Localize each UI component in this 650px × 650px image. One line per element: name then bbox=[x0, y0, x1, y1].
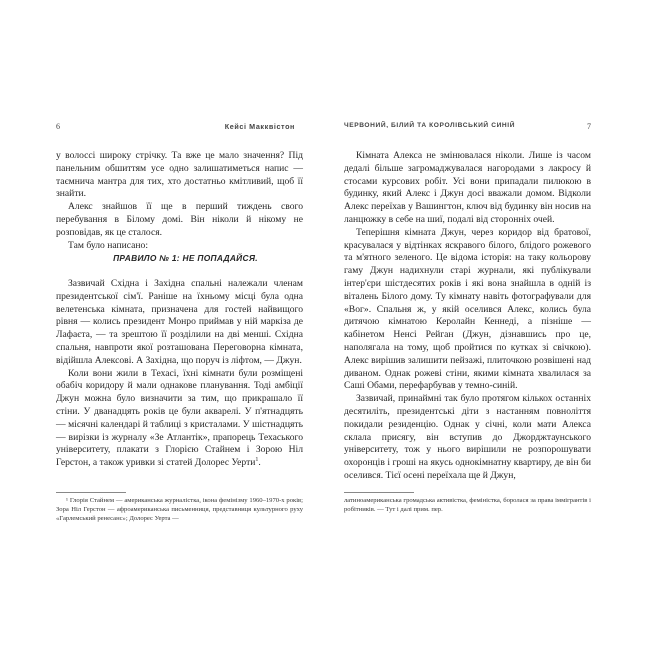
footnote-marker: 1 bbox=[255, 456, 259, 463]
paragraph: Коли вони жили в Техасі, їхні кімнати були розміщені обабіч коридору й мали однакове планування. Тоді амбіції Джун можна було визначити за тим, що прикрашало її стіни. У дванадцять років це були акварелі. У п'ятнадцять — місячні календарі й таблиці з кристалами. У шістнадцять — вирізки із журналу «Зе Атлантік», прапорець Техаського університету, плакати з Глорією Стайнем і Зорою Ніл Герстон, а також уривки зі статей Долорес Уерти$^1$. bbox=[56, 367, 303, 469]
footnote-divider bbox=[56, 492, 126, 493]
left-footnotes bbox=[56, 492, 303, 523]
paragraph: Зазвичай, принаймні так було протягом кількох останніх десятиліть, президентські діти з настанням повноліття покидали резиденцію. Однак у січні, коли мати Алекса склала присягу, він вступив до Джорджтаунського університету, тож у нього вирішили не розпорошувати охоронців і гроші на якусь однокімнатну квартиру, де він би оселився. Тієї осені переїхала ще й Джун, bbox=[344, 393, 591, 481]
right-page bbox=[344, 0, 591, 650]
footnote: ¹ Глорія Стайнем — американська журналістка, ікона фемінізму 1960–1970-х років; Зора Ніл Герстон — афроамериканська письменниця, представниця культурного руху «Гарлемський ренесанс»; Долорес Уерта — bbox=[56, 497, 303, 522]
rule-heading: ПРАВИЛО № 1: НЕ ПОПАДАЙСЯ. bbox=[113, 253, 258, 264]
page-number-left: 6 bbox=[56, 122, 60, 131]
paragraph: Теперішня кімната Джун, через коридор від братової, красувалася у відтінках яскравого білого, блідого рожевого та м'ятного зеленого. Це відома історія: на таку кольорову гаму Джун надихнули старі журнали, які публікували інтер'єри шістдесятих років і які вона знайшла в одній із віталень Білого дому. Ту кімнату навіть фотографували для «Вог». Спальня ж, у якій оселився Алекс, колись була дитячою кімнатою Керолайн Кеннеді, а пізніше — кабінетом Ненсі Рейган (Джун, дізнавшись про це, наполягала на тому, щоб пройтися по кутках зі свічкою). Алекс вирішив залишити пейзажі, плиточкою розвішені над диваном. Однак рожеві стіни, якими кімната хвалилася за Саші Обами, перефарбував у темно-синій. bbox=[344, 226, 591, 392]
right-footnotes bbox=[344, 492, 591, 515]
running-head-author: Кейсі Макквістон bbox=[224, 122, 295, 131]
paragraph: у волоссі широку стрічку. Та вже це мало значення? Під панельним обшиттям усе одно залишатиметься напис — таємнича мантра для тих, хто достатньо кмітливий, щоб її знайти. bbox=[56, 150, 303, 200]
paragraph: Кімната Алекса не змінювалася ніколи. Лише із часом дедалі більше загромаджувалася нагородами з лакросу й стосами курсових робіт. Усі вони припадали пилюкою в будинку, який Алекс і Джун досі вважали домом. Відколи Алекс переїхав у Вашингтон, ключ від будинку він носив на ланцюжку в себе на шиї, подалі від сторонніх очей. bbox=[344, 150, 591, 225]
paragraph: Зазвичай Східна і Західна спальні належали членам президентської сім'ї. Раніше на їхньому місці була одна велетенська кімната, призначена для гостей найвищого рівня — колись президент Монро приймав у ній маркіза де Лафаєта, — та зрештою її розділили на дві менші. Східна спальня, навпроти якої розташована Переговорна кімната, відійшла Алексові. А Західна, що поруч із ліфтом, — Джун. bbox=[56, 277, 303, 366]
page-number-right: 7 bbox=[587, 122, 591, 131]
paragraph: Там було написано: bbox=[68, 239, 148, 251]
left-running-head bbox=[56, 122, 303, 134]
right-running-head bbox=[344, 122, 591, 134]
right-body-text bbox=[344, 150, 591, 483]
running-head-book-title: ЧЕРВОНИЙ, БІЛИЙ ТА КОРОЛІВСЬКИЙ СИНІЙ bbox=[344, 122, 516, 129]
paragraph: Алекс знайшов її ще в перший тиждень свого перебування в Білому домі. Він ніколи й нікому не розповідав, як це сталося. bbox=[56, 201, 303, 238]
paragraph-text: Коли вони жили в Техасі, їхні кімнати були розміщені обабіч коридору й мали однакове планування. Тоді амбіції Джун можна було визначити за тим, що прикрашало її стіни. У дванадцять років це були акварелі. У п'ятнадцять — місячні календарі й таблиці з кристалами. У шістнадцять — вирізки із журналу «Зе Атлантік», прапорець Техаського університету, плакати з Глорією Стайнем і Зорою Ніл Герстон, а також уривки зі статей Долорес Уерти bbox=[56, 367, 303, 469]
footnote-divider bbox=[344, 492, 414, 493]
footnote: латиноамериканська громадська активістка, феміністка, боролася за права іммігрантів і робітників. — Тут і далі прим. пер. bbox=[344, 497, 591, 513]
left-body-text bbox=[56, 150, 303, 470]
left-page bbox=[56, 0, 303, 650]
